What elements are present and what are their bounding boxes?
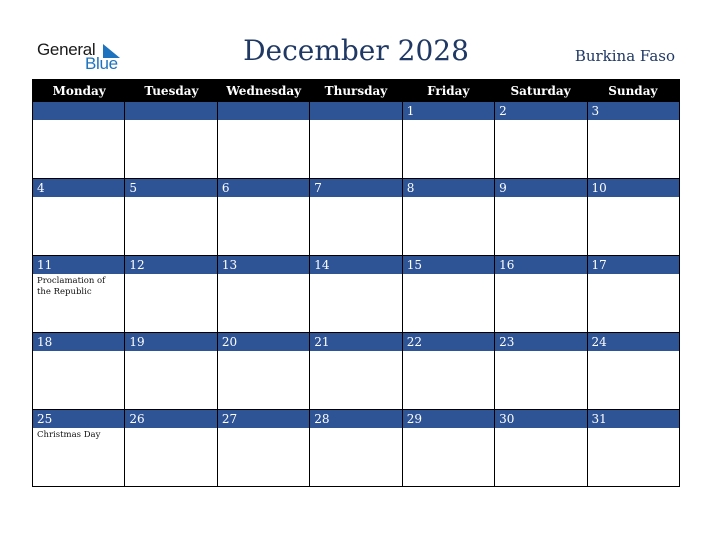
weekday-header-row xyxy=(32,79,680,102)
holiday-label xyxy=(588,351,679,355)
day-number: 11 xyxy=(33,256,124,274)
day-number: 6 xyxy=(218,179,309,197)
day-number: 10 xyxy=(588,179,679,197)
day-cell xyxy=(218,102,310,179)
day-number: 16 xyxy=(495,256,586,274)
holiday-label xyxy=(495,120,586,124)
day-cell xyxy=(310,102,402,179)
day-number: 17 xyxy=(588,256,679,274)
day-cell xyxy=(310,179,402,256)
day-cell xyxy=(310,410,402,487)
day-number: 4 xyxy=(33,179,124,197)
holiday-label xyxy=(403,351,494,355)
weekday-thursday: Thursday xyxy=(324,84,388,98)
day-cell xyxy=(588,256,680,333)
weekday-wednesday: Wednesday xyxy=(226,84,302,98)
holiday-label xyxy=(218,428,309,432)
day-cell xyxy=(33,256,125,333)
logo-word-general: General xyxy=(37,40,96,59)
holiday-label xyxy=(218,197,309,201)
day-number: 12 xyxy=(125,256,216,274)
holiday-label xyxy=(403,428,494,432)
day-cell xyxy=(218,256,310,333)
holiday-label xyxy=(125,351,216,355)
holiday-label xyxy=(310,197,401,201)
day-cell xyxy=(403,256,495,333)
holiday-label xyxy=(218,120,309,124)
holiday-label xyxy=(403,197,494,201)
day-number: 5 xyxy=(125,179,216,197)
holiday-label xyxy=(495,197,586,201)
day-number: 21 xyxy=(310,333,401,351)
holiday-label xyxy=(218,274,309,278)
day-number: 15 xyxy=(403,256,494,274)
holiday-label xyxy=(125,120,216,124)
day-number: 14 xyxy=(310,256,401,274)
weekday-sunday: Sunday xyxy=(608,84,658,98)
day-cell xyxy=(218,179,310,256)
weekday-saturday: Saturday xyxy=(510,84,571,98)
holiday-label xyxy=(495,274,586,278)
day-number: 22 xyxy=(403,333,494,351)
holiday-label xyxy=(403,274,494,278)
day-cell xyxy=(403,102,495,179)
page-title: December 2028 xyxy=(243,34,469,67)
day-number: 2 xyxy=(495,102,586,120)
day-cell xyxy=(125,410,217,487)
day-cell xyxy=(588,410,680,487)
day-cell xyxy=(495,256,587,333)
week-row xyxy=(32,410,680,487)
weekday-friday: Friday xyxy=(427,84,470,98)
day-number xyxy=(125,102,216,120)
day-cell xyxy=(125,333,217,410)
holiday-label xyxy=(588,197,679,201)
day-cell xyxy=(33,333,125,410)
holiday-label xyxy=(125,197,216,201)
holiday-label xyxy=(495,428,586,432)
day-number: 7 xyxy=(310,179,401,197)
day-cell xyxy=(403,179,495,256)
day-number: 23 xyxy=(495,333,586,351)
holiday-label xyxy=(33,120,124,124)
day-number: 9 xyxy=(495,179,586,197)
day-cell xyxy=(588,102,680,179)
holiday-label xyxy=(218,351,309,355)
day-number: 24 xyxy=(588,333,679,351)
day-cell xyxy=(125,179,217,256)
day-number: 25 xyxy=(33,410,124,428)
day-number: 19 xyxy=(125,333,216,351)
calendar-grid xyxy=(32,79,680,487)
day-number: 30 xyxy=(495,410,586,428)
day-number: 13 xyxy=(218,256,309,274)
holiday-label xyxy=(33,351,124,355)
day-cell xyxy=(588,333,680,410)
day-number xyxy=(218,102,309,120)
day-cell xyxy=(310,256,402,333)
day-cell xyxy=(218,410,310,487)
day-cell xyxy=(33,179,125,256)
holiday-label xyxy=(403,120,494,124)
holiday-label xyxy=(588,274,679,278)
holiday-label xyxy=(310,120,401,124)
holiday-label: Christmas Day xyxy=(37,430,101,440)
day-cell xyxy=(218,333,310,410)
day-cell xyxy=(495,179,587,256)
week-row xyxy=(32,333,680,410)
day-cell xyxy=(403,333,495,410)
day-number: 20 xyxy=(218,333,309,351)
day-number: 29 xyxy=(403,410,494,428)
day-number: 18 xyxy=(33,333,124,351)
day-number: 27 xyxy=(218,410,309,428)
holiday-label xyxy=(310,351,401,355)
day-cell xyxy=(403,410,495,487)
day-number: 8 xyxy=(403,179,494,197)
weekday-tuesday: Tuesday xyxy=(144,84,199,98)
day-number: 26 xyxy=(125,410,216,428)
day-number: 28 xyxy=(310,410,401,428)
holiday-label xyxy=(33,197,124,201)
holiday-label: Proclamation of the Republic xyxy=(37,276,106,297)
country-label: Burkina Faso xyxy=(574,47,675,65)
day-cell xyxy=(495,102,587,179)
weekday-monday: Monday xyxy=(52,84,106,98)
holiday-label xyxy=(495,351,586,355)
day-cell xyxy=(33,410,125,487)
day-cell xyxy=(588,179,680,256)
day-cell xyxy=(125,102,217,179)
holiday-label xyxy=(588,428,679,432)
logo-word-blue: Blue xyxy=(85,54,118,73)
day-cell xyxy=(125,256,217,333)
week-row xyxy=(32,179,680,256)
day-cell xyxy=(495,410,587,487)
week-row xyxy=(32,256,680,333)
day-number xyxy=(310,102,401,120)
holiday-label xyxy=(125,428,216,432)
day-number: 31 xyxy=(588,410,679,428)
holiday-label xyxy=(310,428,401,432)
day-number xyxy=(33,102,124,120)
day-cell xyxy=(310,333,402,410)
day-cell xyxy=(495,333,587,410)
day-number: 1 xyxy=(403,102,494,120)
day-number: 3 xyxy=(588,102,679,120)
holiday-label xyxy=(125,274,216,278)
holiday-label xyxy=(310,274,401,278)
day-cell xyxy=(33,102,125,179)
holiday-label xyxy=(588,120,679,124)
week-row xyxy=(32,102,680,179)
